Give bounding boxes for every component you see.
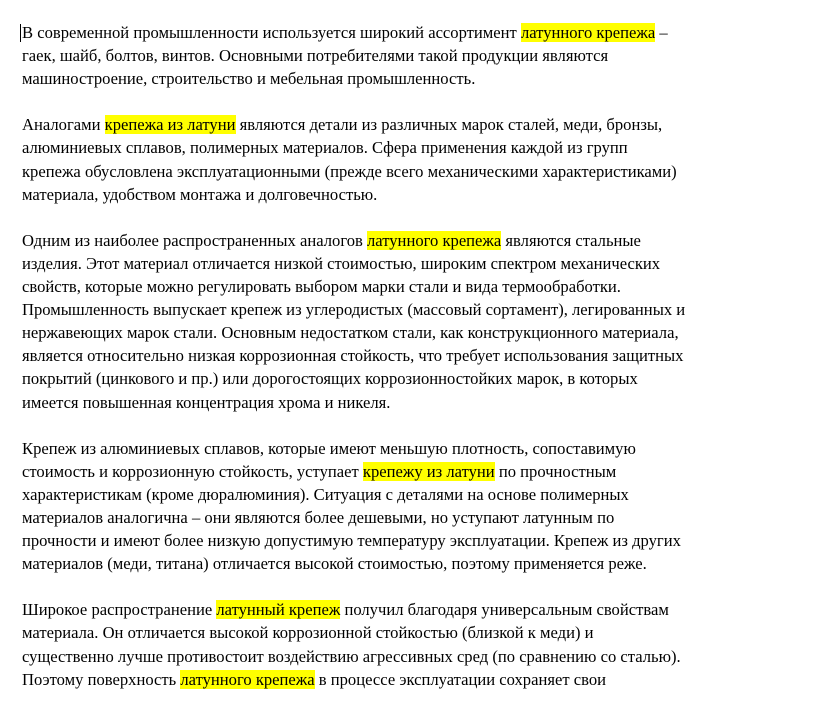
text-run: Аналогами (22, 115, 105, 135)
text-run: прочности и имеют более низкую допустимую температуру эксплуатации. Крепеж из других (22, 531, 681, 551)
text-run: является относительно низкая коррозионная стойкость, что требует использования защитных (22, 346, 684, 366)
text-run: свойств, которые можно регулировать выбором марки стали и вида термообработки. (22, 277, 621, 297)
text-run: машиностроение, строительство и мебельная промышленность. (22, 69, 476, 89)
text-run: гаек, шайб, болтов, винтов. Основными потребителями такой продукции являются (22, 46, 609, 66)
text-run: Одним из наиболее распространенных аналогов (22, 230, 368, 250)
text-line (22, 668, 822, 691)
text-run: Поэтому поверхность (22, 669, 181, 689)
text-line (22, 160, 822, 183)
text-run: в процессе эксплуатации сохраняет свои (314, 669, 607, 689)
text-line (22, 252, 822, 275)
highlighted-keyword: крепежу из латуни (362, 461, 495, 481)
text-run: по прочностным (494, 461, 617, 481)
text-line (22, 506, 822, 529)
text-line (22, 483, 822, 506)
highlighted-keyword: латунного крепежа (367, 230, 502, 250)
document-body[interactable] (22, 21, 822, 714)
text-run: Широкое распространение (22, 600, 217, 620)
text-line (22, 21, 822, 44)
text-run: алюминиевых сплавов, полимерных материалов. Сфера применения каждой из групп (22, 138, 628, 158)
text-run: получил благодаря универсальным свойствам (340, 600, 669, 620)
text-line (22, 183, 822, 206)
text-line (22, 391, 822, 414)
highlighted-keyword: крепежа из латуни (104, 115, 236, 135)
text-run: стоимость и коррозионную стойкость, уступает (22, 461, 363, 481)
text-run: изделия. Этот материал отличается низкой стоимостью, широким спектром механических (22, 253, 661, 273)
text-line (22, 529, 822, 552)
highlighted-keyword: латунный крепеж (216, 600, 341, 620)
text-run: покрытий (цинкового и пр.) или дорогостоящих коррозионностойких марок, в которых (22, 369, 638, 389)
text-line (22, 275, 822, 298)
text-run: нержавеющих марок стали. Основным недостатком стали, как конструкционного материала, (22, 323, 679, 343)
text-run: материалов аналогична – они являются более дешевыми, но уступают латунным по (22, 507, 615, 527)
paragraph-container (22, 21, 822, 691)
text-run: – (655, 23, 668, 42)
text-run: характеристикам (кроме дюралюминия). Ситуация с деталями на основе полимерных (22, 484, 629, 504)
text-line (22, 298, 822, 321)
text-line (22, 229, 822, 252)
text-line (22, 136, 822, 159)
text-line (22, 344, 822, 367)
text-line (22, 552, 822, 575)
highlighted-keyword: латунного крепежа (180, 669, 315, 689)
text-line (22, 437, 822, 460)
text-run: существенно лучше противостоит воздействию агрессивных сред (по сравнению со сталью). (22, 646, 681, 666)
text-line (22, 321, 822, 344)
text-run: В современной промышленности используется широкий ассортимент (22, 23, 521, 42)
paragraph[interactable] (22, 113, 822, 205)
text-run: Промышленность выпускает крепеж из углеродистых (массовый сортамент), легированных и (22, 300, 686, 320)
paragraph[interactable] (22, 437, 822, 576)
text-line (22, 598, 822, 621)
text-line (22, 621, 822, 644)
text-cursor (20, 24, 21, 42)
text-run: имеется повышенная концентрация хрома и никеля. (22, 392, 391, 412)
text-line (22, 113, 822, 136)
text-line (22, 645, 822, 668)
paragraph[interactable] (22, 229, 822, 414)
text-line (22, 67, 822, 90)
text-run: крепежа обусловлена эксплуатационными (прежде всего механическими характеристиками) (22, 161, 677, 181)
highlighted-keyword: латунного крепежа (520, 23, 656, 42)
text-run: материала, удобством монтажа и долговечностью. (22, 184, 378, 204)
text-line (22, 460, 822, 483)
text-line (22, 367, 822, 390)
text-run: Крепеж из алюминиевых сплавов, которые имеют меньшую плотность, сопоставимую (22, 438, 636, 458)
text-run: материала. Он отличается высокой коррозионной стойкостью (близкой к меди) и (22, 623, 594, 643)
text-line (22, 44, 822, 67)
paragraph[interactable] (22, 598, 822, 690)
text-run: материалов (меди, титана) отличается высокой стоимостью, поэтому применяется реже. (22, 554, 647, 574)
paragraph[interactable] (22, 21, 822, 90)
text-run: являются стальные (501, 230, 641, 250)
text-run: являются детали из различных марок сталей, меди, бронзы, (235, 115, 663, 135)
